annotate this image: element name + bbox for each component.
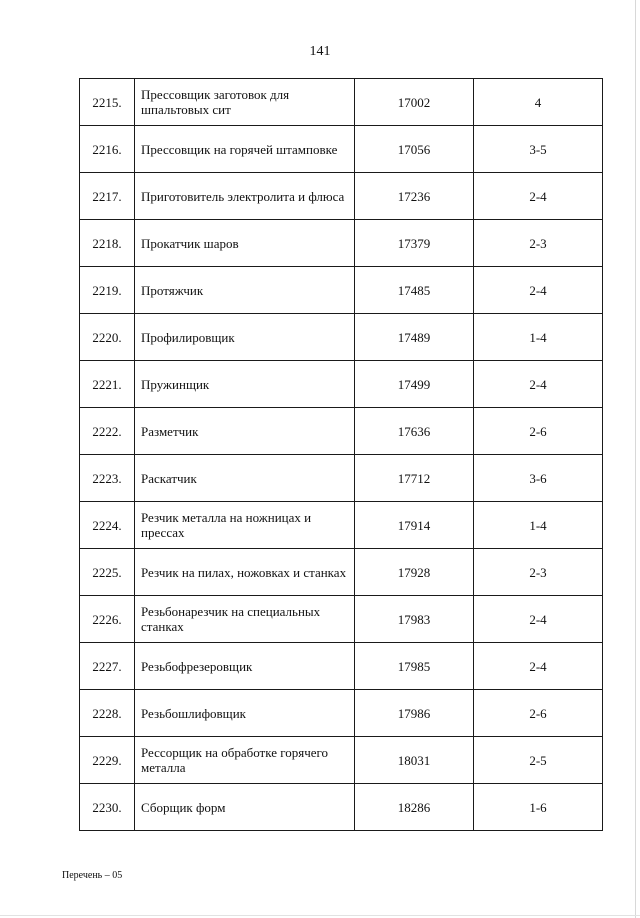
category-range-cell: 2-3: [474, 220, 603, 267]
row-number-cell: 2225.: [80, 549, 135, 596]
profession-code-cell: 17914: [355, 502, 474, 549]
profession-code-cell: 17928: [355, 549, 474, 596]
profession-code-cell: 17985: [355, 643, 474, 690]
row-number-cell: 2218.: [80, 220, 135, 267]
profession-code-cell: 17489: [355, 314, 474, 361]
profession-name-cell: Приготовитель электролита и флюса: [135, 173, 355, 220]
table-row: [80, 502, 603, 549]
row-number-cell: 2228.: [80, 690, 135, 737]
profession-name-cell: Разметчик: [135, 408, 355, 455]
row-number-cell: 2221.: [80, 361, 135, 408]
row-number-cell: 2224.: [80, 502, 135, 549]
row-number-cell: 2217.: [80, 173, 135, 220]
professions-table: [79, 78, 603, 831]
profession-code-cell: 17986: [355, 690, 474, 737]
profession-code-cell: 17485: [355, 267, 474, 314]
table-row: [80, 690, 603, 737]
category-range-cell: 4: [474, 79, 603, 126]
profession-code-cell: 17983: [355, 596, 474, 643]
table-row: [80, 173, 603, 220]
table-row: [80, 784, 603, 831]
profession-code-cell: 17236: [355, 173, 474, 220]
profession-name-cell: Рессорщик на обработке горячего металла: [135, 737, 355, 784]
row-number-cell: 2216.: [80, 126, 135, 173]
category-range-cell: 2-4: [474, 361, 603, 408]
profession-name-cell: Сборщик форм: [135, 784, 355, 831]
row-number-cell: 2223.: [80, 455, 135, 502]
category-range-cell: 1-6: [474, 784, 603, 831]
table-row: [80, 267, 603, 314]
profession-name-cell: Резьбошлифовщик: [135, 690, 355, 737]
category-range-cell: 2-6: [474, 690, 603, 737]
profession-code-cell: 17636: [355, 408, 474, 455]
row-number-cell: 2220.: [80, 314, 135, 361]
profession-name-cell: Резьбонарезчик на специальных станках: [135, 596, 355, 643]
profession-name-cell: Резчик на пилах, ножовках и станках: [135, 549, 355, 596]
category-range-cell: 2-6: [474, 408, 603, 455]
scan-edge-line: [635, 0, 636, 918]
table-row: [80, 220, 603, 267]
profession-name-cell: Прокатчик шаров: [135, 220, 355, 267]
profession-name-cell: Профилировщик: [135, 314, 355, 361]
table-body: [80, 79, 603, 831]
table-row: [80, 643, 603, 690]
row-number-cell: 2219.: [80, 267, 135, 314]
row-number-cell: 2226.: [80, 596, 135, 643]
profession-code-cell: 17002: [355, 79, 474, 126]
profession-code-cell: 18286: [355, 784, 474, 831]
table-row: [80, 455, 603, 502]
table-row: [80, 549, 603, 596]
category-range-cell: 2-4: [474, 267, 603, 314]
category-range-cell: 2-4: [474, 596, 603, 643]
profession-name-cell: Прессовщик заготовок для шпальтовых сит: [135, 79, 355, 126]
table-row: [80, 79, 603, 126]
profession-name-cell: Прессовщик на горячей штамповке: [135, 126, 355, 173]
row-number-cell: 2227.: [80, 643, 135, 690]
row-number-cell: 2222.: [80, 408, 135, 455]
category-range-cell: 3-6: [474, 455, 603, 502]
row-number-cell: 2230.: [80, 784, 135, 831]
category-range-cell: 2-4: [474, 173, 603, 220]
row-number-cell: 2215.: [80, 79, 135, 126]
category-range-cell: 1-4: [474, 502, 603, 549]
table-row: [80, 126, 603, 173]
category-range-cell: 2-5: [474, 737, 603, 784]
table-row: [80, 737, 603, 784]
category-range-cell: 2-4: [474, 643, 603, 690]
profession-name-cell: Резьбофрезеровщик: [135, 643, 355, 690]
page-footer: Перечень – 05: [62, 870, 123, 881]
profession-code-cell: 17379: [355, 220, 474, 267]
profession-name-cell: Раскатчик: [135, 455, 355, 502]
profession-code-cell: 17056: [355, 126, 474, 173]
row-number-cell: 2229.: [80, 737, 135, 784]
profession-name-cell: Резчик металла на ножницах и прессах: [135, 502, 355, 549]
profession-code-cell: 18031: [355, 737, 474, 784]
profession-name-cell: Протяжчик: [135, 267, 355, 314]
table-row: [80, 361, 603, 408]
category-range-cell: 1-4: [474, 314, 603, 361]
page-number: 141: [309, 44, 331, 59]
category-range-cell: 3-5: [474, 126, 603, 173]
table-row: [80, 408, 603, 455]
category-range-cell: 2-3: [474, 549, 603, 596]
profession-code-cell: 17499: [355, 361, 474, 408]
profession-code-cell: 17712: [355, 455, 474, 502]
profession-name-cell: Пружинщик: [135, 361, 355, 408]
scan-bottom-line: [0, 915, 640, 916]
table-row: [80, 314, 603, 361]
table-row: [80, 596, 603, 643]
